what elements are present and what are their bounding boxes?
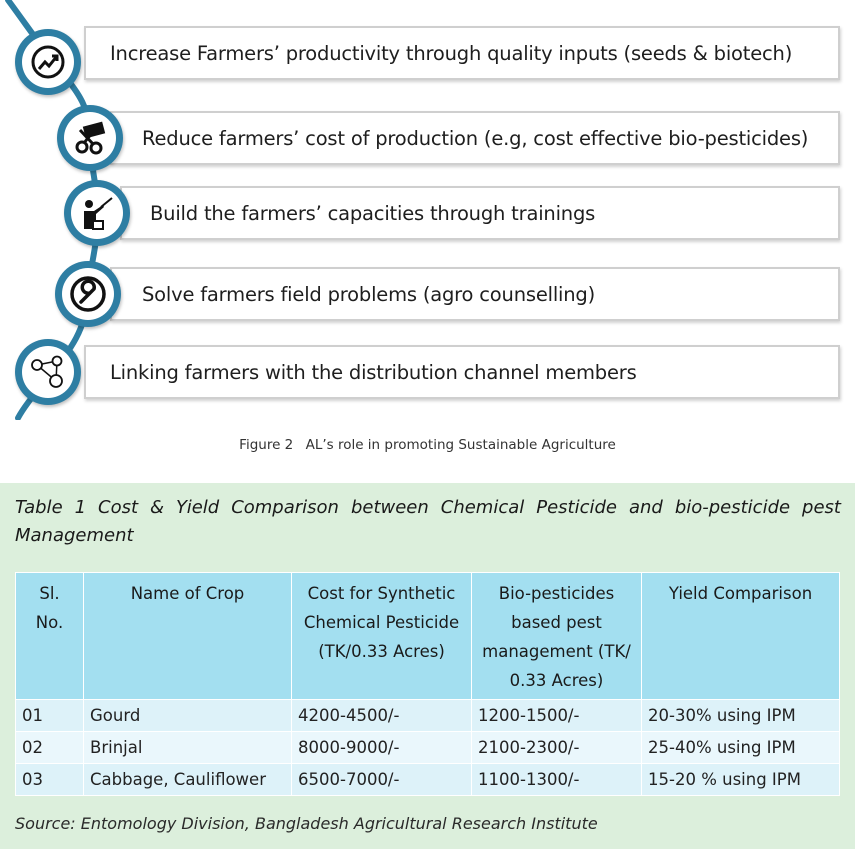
header-bio-cost: Bio-pesticides based pest management (TK/ 0.33 Acres) bbox=[472, 573, 642, 700]
role-icon-ring bbox=[15, 339, 81, 405]
role-box-problems bbox=[110, 267, 840, 321]
figure-caption bbox=[0, 437, 855, 453]
table-header-row bbox=[16, 573, 840, 700]
role-text: Build the farmers’ capacities through trainings bbox=[150, 201, 596, 225]
cell-yield: 25-40% using IPM bbox=[642, 732, 840, 764]
cell-yield: 20-30% using IPM bbox=[642, 700, 840, 732]
role-text: Solve farmers field problems (agro counselling) bbox=[142, 282, 596, 306]
table-row bbox=[16, 764, 840, 796]
wrench-icon bbox=[70, 276, 106, 312]
figure-caption-number: Figure 2 bbox=[239, 437, 294, 453]
cell-crop: Brinjal bbox=[84, 732, 292, 764]
cell-sl-no: 02 bbox=[16, 732, 84, 764]
role-icon-ring bbox=[15, 29, 81, 95]
network-nodes-icon bbox=[28, 352, 68, 392]
cell-bio-cost: 2100-2300/- bbox=[472, 732, 642, 764]
header-sl-no: Sl. No. bbox=[16, 573, 84, 700]
cost-cut-scissors-icon bbox=[72, 120, 108, 156]
role-text: Increase Farmers’ productivity through quality inputs (seeds & biotech) bbox=[110, 41, 793, 65]
role-box-cost bbox=[110, 111, 840, 165]
role-icon-ring bbox=[64, 180, 130, 246]
role-box-linking bbox=[84, 345, 840, 399]
role-text: Reduce farmers’ cost of production (e.g, cost effective bio-pesticides) bbox=[142, 126, 809, 150]
comparison-table bbox=[15, 572, 840, 796]
header-yield: Yield Comparison bbox=[642, 573, 840, 700]
cell-chemical-cost: 6500-7000/- bbox=[292, 764, 472, 796]
table-source: Source: Entomology Division, Bangladesh Agricultural Research Institute bbox=[15, 814, 598, 833]
table-row bbox=[16, 700, 840, 732]
cell-bio-cost: 1100-1300/- bbox=[472, 764, 642, 796]
header-crop: Name of Crop bbox=[84, 573, 292, 700]
cell-chemical-cost: 8000-9000/- bbox=[292, 732, 472, 764]
table-panel bbox=[0, 483, 855, 849]
cell-sl-no: 03 bbox=[16, 764, 84, 796]
table-title: Table 1 Cost & Yield Comparison between Chemical Pesticide and bio-pesticide pest Management bbox=[15, 497, 841, 546]
cell-sl-no: 01 bbox=[16, 700, 84, 732]
header-chemical-cost: Cost for Synthetic Chemical Pesticide (TK/0.33 Acres) bbox=[292, 573, 472, 700]
cell-crop: Gourd bbox=[84, 700, 292, 732]
role-box-training bbox=[120, 186, 840, 240]
teacher-training-icon bbox=[79, 195, 115, 231]
cell-chemical-cost: 4200-4500/- bbox=[292, 700, 472, 732]
role-text: Linking farmers with the distribution channel members bbox=[110, 360, 637, 384]
role-icon-ring bbox=[55, 261, 121, 327]
cell-bio-cost: 1200-1500/- bbox=[472, 700, 642, 732]
table-row bbox=[16, 732, 840, 764]
cell-yield: 15-20 % using IPM bbox=[642, 764, 840, 796]
role-icon-ring bbox=[57, 105, 123, 171]
cell-crop: Cabbage, Cauliflower bbox=[84, 764, 292, 796]
growth-chart-icon bbox=[31, 45, 65, 79]
figure-caption-text: AL’s role in promoting Sustainable Agriculture bbox=[305, 437, 616, 453]
role-box-productivity bbox=[84, 26, 840, 80]
